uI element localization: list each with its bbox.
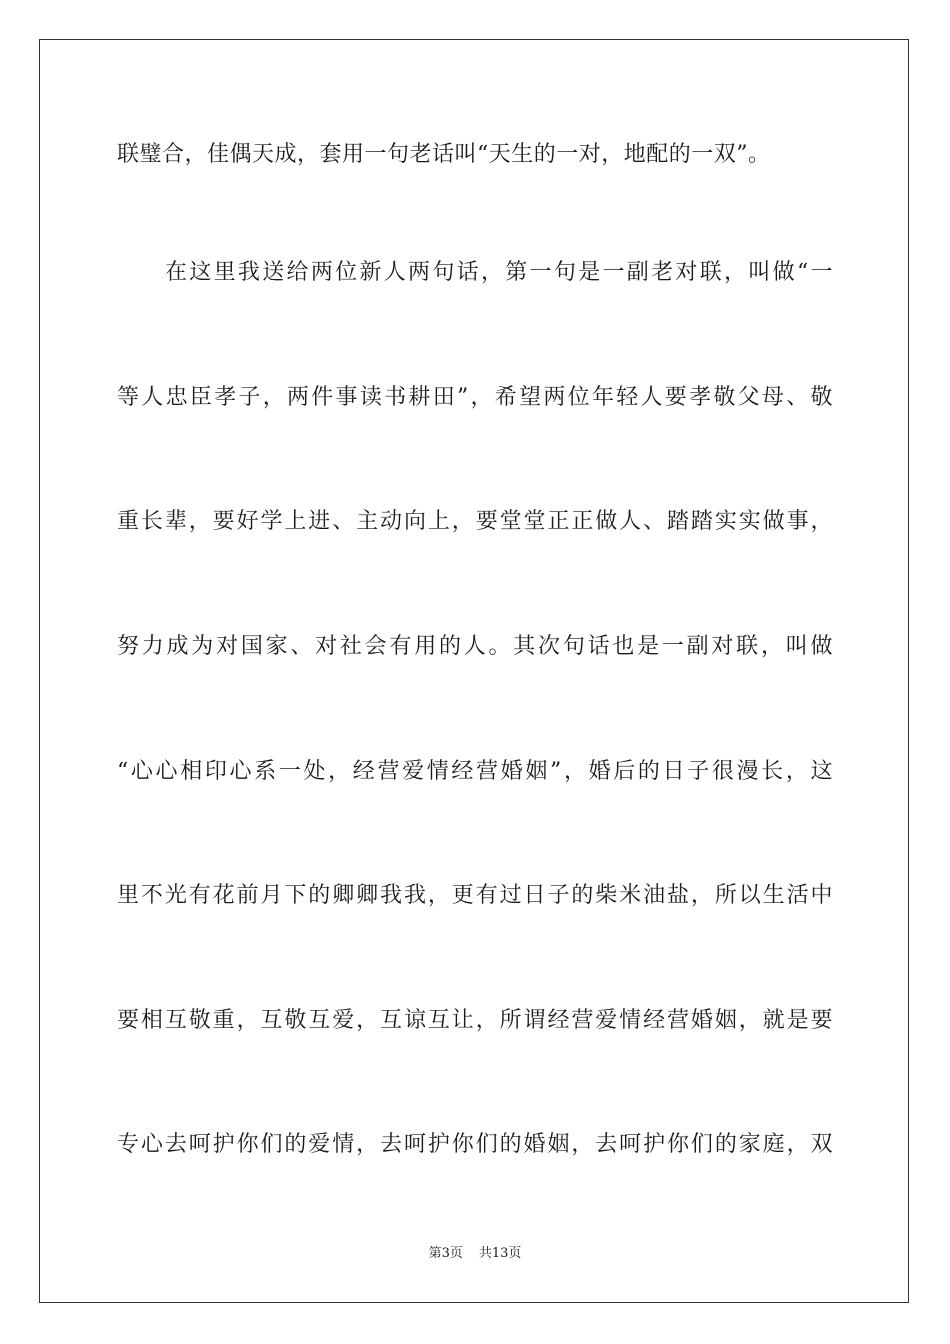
page-number: 第3页 [428, 1246, 463, 1261]
body-text-line-2: 在这里我送给两位新人两句话，第一句是一副老对联，叫做“一 [165, 260, 833, 285]
page-footer [0, 1245, 950, 1263]
body-text-line-1: 联璧合，佳偶天成，套用一句老话叫“天生的一对，地配的一双”。 [117, 142, 771, 167]
total-pages: 共13页 [478, 1246, 522, 1261]
body-text-line-6: “心心相印心系一处，经营爱情经营婚姻”，婚后的日子很漫长，这 [117, 759, 833, 784]
body-text-line-7: 里不光有花前月下的卿卿我我，更有过日子的柴米油盐，所以生活中 [117, 883, 833, 908]
body-text-line-3: 等人忠臣孝子，两件事读书耕田”，希望两位年轻人要孝敬父母、敬 [117, 385, 833, 410]
body-text-line-5: 努力成为对国家、对社会有用的人。其次句话也是一副对联，叫做 [117, 634, 833, 659]
body-text-line-9: 专心去呵护你们的爱情，去呵护你们的婚姻，去呵护你们的家庭，双 [117, 1132, 833, 1157]
body-text-line-4: 重长辈，要好学上进、主动向上，要堂堂正正做人、踏踏实实做事， [117, 509, 833, 534]
body-text-line-8: 要相互敬重，互敬互爱，互谅互让，所谓经营爱情经营婚姻，就是要 [117, 1008, 833, 1033]
page-border [39, 39, 909, 1303]
